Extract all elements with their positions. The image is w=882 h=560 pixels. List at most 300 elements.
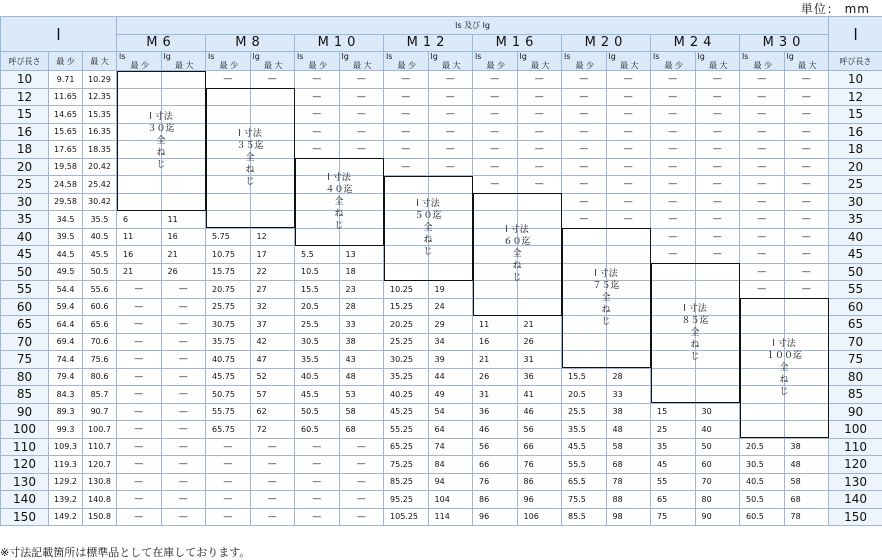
ls-cell: 21: [117, 263, 162, 281]
ls-cell: —: [117, 298, 162, 316]
max-cell: 35.5: [83, 211, 117, 229]
min-cell: 24.58: [49, 176, 83, 194]
ls-cell: 30.25: [384, 351, 429, 369]
lg-cell: 66: [517, 438, 562, 456]
lg-cell: —: [784, 123, 829, 141]
ls-cell: 35.25: [384, 368, 429, 386]
ls-cell: —: [562, 141, 607, 159]
ls-cell: 50.5: [740, 491, 785, 509]
lg-cell: —: [161, 421, 206, 439]
ls-cell: 11: [473, 316, 518, 334]
lg-cell: —: [784, 88, 829, 106]
ls-cell: [384, 263, 429, 281]
ls-cell: 65.5: [562, 473, 607, 491]
lg-cell: 33: [606, 386, 651, 404]
nominal-length-cell: 30: [1, 193, 49, 211]
lg-cell: 52: [250, 368, 295, 386]
lg-cell: [517, 298, 562, 316]
ls-cell: 20.5: [740, 438, 785, 456]
min-cell: 17.65: [49, 141, 83, 159]
lg-cell: 57: [250, 386, 295, 404]
full-thread-label: l 寸法 ３０迄 全 ね じ: [147, 111, 175, 170]
lg-max-header: lg 最 大: [339, 52, 384, 71]
nominal-length-cell: 85: [1, 386, 49, 404]
ls-cell: —: [206, 508, 251, 526]
lg-cell: —: [339, 456, 384, 474]
lg-cell: —: [339, 71, 384, 89]
lg-cell: —: [161, 298, 206, 316]
lg-cell: [428, 176, 473, 194]
nominal-length-cell: 150: [1, 508, 49, 526]
lg-cell: —: [339, 88, 384, 106]
lg-cell: [161, 88, 206, 106]
lg-cell: —: [339, 141, 384, 159]
lg-cell: 114: [428, 508, 473, 526]
ls-cell: —: [651, 211, 696, 229]
lg-cell: 64: [428, 421, 473, 439]
nominal-length-cell: 40: [1, 228, 49, 246]
max-cell: 110.7: [83, 438, 117, 456]
lg-cell: —: [161, 368, 206, 386]
size-header-m12: M12: [384, 34, 473, 52]
ls-cell: 36: [473, 403, 518, 421]
ls-cell: 5.5: [295, 246, 340, 264]
lg-cell: 70: [695, 473, 740, 491]
ls-cell: —: [562, 71, 607, 89]
lg-cell: 48: [784, 456, 829, 474]
lg-cell: 49: [428, 386, 473, 404]
lg-cell: 47: [250, 351, 295, 369]
lg-cell: 18: [339, 263, 384, 281]
lg-cell: 78: [784, 508, 829, 526]
lg-cell: 11: [161, 211, 206, 229]
lg-cell: 39: [428, 351, 473, 369]
max-cell: 50.5: [83, 263, 117, 281]
ls-cell: 86: [473, 491, 518, 509]
ls-cell: —: [740, 123, 785, 141]
ls-cell: —: [651, 88, 696, 106]
ls-cell: —: [651, 246, 696, 264]
ls-cell: 75.5: [562, 491, 607, 509]
lg-cell: 21: [161, 246, 206, 264]
ls-cell: 45.5: [562, 438, 607, 456]
ls-cell: [384, 176, 429, 194]
min-cell: 149.2: [49, 508, 83, 526]
ls-cell: 25.5: [562, 403, 607, 421]
nominal-length-cell: 45: [1, 246, 49, 264]
min-cell: 89.3: [49, 403, 83, 421]
lg-cell: —: [606, 106, 651, 124]
min-cell: 34.5: [49, 211, 83, 229]
lg-cell: 17: [250, 246, 295, 264]
ls-cell: 10.75: [206, 246, 251, 264]
ls-cell: —: [117, 333, 162, 351]
min-cell: 69.4: [49, 333, 83, 351]
ls-cell: —: [473, 88, 518, 106]
max-header: 最 大: [83, 52, 117, 71]
ls-cell: [117, 193, 162, 211]
lg-cell: —: [784, 228, 829, 246]
lg-cell: 90: [695, 508, 740, 526]
lg-cell: —: [161, 386, 206, 404]
lg-cell: —: [695, 141, 740, 159]
lg-cell: [161, 193, 206, 211]
nominal-length-cell: 50: [1, 263, 49, 281]
ls-cell: 40.5: [295, 368, 340, 386]
max-cell: 70.6: [83, 333, 117, 351]
nominal-length-cell: 90: [829, 403, 882, 421]
min-header: 最 少: [49, 52, 83, 71]
ls-cell: —: [562, 123, 607, 141]
lg-cell: —: [695, 71, 740, 89]
full-thread-label: l 寸法 ４０迄 全 ね じ: [325, 172, 353, 231]
lg-cell: [250, 106, 295, 124]
lg-cell: 76: [517, 456, 562, 474]
lg-cell: —: [695, 193, 740, 211]
nominal-length-cell: 100: [1, 421, 49, 439]
max-cell: 65.6: [83, 316, 117, 334]
ls-cell: —: [562, 106, 607, 124]
nominal-length-cell: 12: [829, 88, 882, 106]
lg-max-header: lg 最 大: [784, 52, 829, 71]
ls-cell: —: [473, 141, 518, 159]
nominal-length-cell: 65: [1, 316, 49, 334]
ls-cell: —: [384, 158, 429, 176]
lg-cell: 72: [250, 421, 295, 439]
size-header-m8: M8: [206, 34, 295, 52]
ls-cell: 105.25: [384, 508, 429, 526]
lg-cell: —: [784, 193, 829, 211]
nominal-length-cell: 70: [829, 333, 882, 351]
max-cell: 90.7: [83, 403, 117, 421]
nominal-length-cell: 110: [829, 438, 882, 456]
ls-cell: 26: [473, 368, 518, 386]
nominal-length-cell: 65: [829, 316, 882, 334]
lg-cell: —: [606, 211, 651, 229]
ls-cell: —: [473, 123, 518, 141]
lg-cell: 98: [606, 508, 651, 526]
ls-cell: —: [117, 508, 162, 526]
ls-cell: [740, 403, 785, 421]
max-cell: 25.42: [83, 176, 117, 194]
ls-cell: —: [562, 88, 607, 106]
ls-cell: —: [740, 263, 785, 281]
ls-cell: —: [740, 176, 785, 194]
ls-cell: [740, 298, 785, 316]
lg-cell: —: [161, 473, 206, 491]
max-cell: 16.35: [83, 123, 117, 141]
ls-cell: 85.5: [562, 508, 607, 526]
lg-cell: —: [428, 123, 473, 141]
ls-cell: [562, 333, 607, 351]
size-header-m6: M6: [117, 34, 206, 52]
ls-cell: 11: [117, 228, 162, 246]
lg-cell: 96: [517, 491, 562, 509]
ls-cell: 76: [473, 473, 518, 491]
lg-cell: —: [517, 141, 562, 159]
ls-cell: 75: [651, 508, 696, 526]
ls-cell: 25: [651, 421, 696, 439]
ls-cell: —: [384, 123, 429, 141]
lg-cell: 26: [517, 333, 562, 351]
lg-cell: 26: [161, 263, 206, 281]
lg-cell: —: [606, 123, 651, 141]
nominal-length-cell: 16: [829, 123, 882, 141]
lg-cell: 78: [606, 473, 651, 491]
lg-cell: 21: [517, 316, 562, 334]
lg-cell: [784, 316, 829, 334]
max-cell: 12.35: [83, 88, 117, 106]
max-cell: 18.35: [83, 141, 117, 159]
lg-cell: —: [695, 123, 740, 141]
ls-cell: 45.75: [206, 368, 251, 386]
table-row: [1, 403, 882, 421]
l-header-left: l: [1, 17, 117, 52]
nominal-length-cell: 18: [1, 141, 49, 159]
min-cell: 119.3: [49, 456, 83, 474]
l-header-right: l: [829, 17, 882, 52]
lg-cell: —: [517, 106, 562, 124]
nominal-length-cell: 30: [829, 193, 882, 211]
lg-cell: 38: [606, 403, 651, 421]
lg-cell: —: [250, 508, 295, 526]
ls-cell: —: [295, 106, 340, 124]
lg-cell: 106: [517, 508, 562, 526]
ls-cell: —: [295, 88, 340, 106]
lg-max-header: lg 最 大: [695, 52, 740, 71]
ls-cell: 25.5: [295, 316, 340, 334]
lg-cell: 60: [695, 456, 740, 474]
ls-cell: 35: [651, 438, 696, 456]
ls-cell: [473, 193, 518, 211]
nominal-length-cell: 80: [829, 368, 882, 386]
min-cell: 19.58: [49, 158, 83, 176]
lg-cell: 48: [606, 421, 651, 439]
full-thread-label: l 寸法 １００迄 全 ね じ: [766, 339, 803, 397]
lg-cell: —: [339, 491, 384, 509]
ls-cell: 10.25: [384, 281, 429, 299]
ls-cell: —: [740, 71, 785, 89]
lg-cell: —: [161, 281, 206, 299]
ls-cell: —: [117, 351, 162, 369]
lg-cell: 22: [250, 263, 295, 281]
lg-cell: 88: [606, 491, 651, 509]
nominal-length-cell: 130: [1, 473, 49, 491]
full-thread-label: l 寸法 ６０迄 全 ね じ: [503, 225, 531, 284]
ls-cell: —: [295, 123, 340, 141]
ls-cell: —: [117, 421, 162, 439]
ls-cell: [651, 281, 696, 299]
lg-cell: —: [161, 456, 206, 474]
ls-cell: [651, 368, 696, 386]
ls-cell: 55.25: [384, 421, 429, 439]
ls-cell: 20.75: [206, 281, 251, 299]
ls-cell: —: [473, 106, 518, 124]
lg-cell: —: [695, 246, 740, 264]
lg-cell: 58: [339, 403, 384, 421]
ls-cell: 65: [651, 491, 696, 509]
max-cell: 60.6: [83, 298, 117, 316]
ls-cell: —: [206, 491, 251, 509]
lg-cell: [695, 368, 740, 386]
ls-cell: 66: [473, 456, 518, 474]
min-cell: 129.2: [49, 473, 83, 491]
lg-cell: —: [161, 508, 206, 526]
nominal-length-cell: 60: [829, 298, 882, 316]
min-cell: 139.2: [49, 491, 83, 509]
min-cell: 39.5: [49, 228, 83, 246]
lg-cell: —: [250, 438, 295, 456]
ls-cell: —: [384, 88, 429, 106]
lg-cell: [784, 298, 829, 316]
ls-cell: [562, 246, 607, 264]
lg-cell: 36: [517, 368, 562, 386]
ls-cell: [206, 106, 251, 124]
lg-cell: —: [784, 246, 829, 264]
lg-cell: —: [606, 158, 651, 176]
ls-cell: [117, 71, 162, 89]
max-cell: 120.7: [83, 456, 117, 474]
min-cell: 64.4: [49, 316, 83, 334]
lg-cell: 28: [339, 298, 384, 316]
lg-max-header: lg 最 大: [250, 52, 295, 71]
ls-cell: 60.5: [295, 421, 340, 439]
ls-cell: [651, 386, 696, 404]
ls-cell: —: [740, 246, 785, 264]
lg-cell: —: [161, 403, 206, 421]
ls-cell: 30.5: [295, 333, 340, 351]
lg-cell: —: [606, 176, 651, 194]
ls-min-header: ls 最 少: [740, 52, 785, 71]
nominal-length-cell: 55: [1, 281, 49, 299]
lg-cell: —: [517, 123, 562, 141]
ls-cell: 16: [473, 333, 518, 351]
ls-cell: —: [295, 456, 340, 474]
max-cell: 150.8: [83, 508, 117, 526]
ls-cell: —: [117, 438, 162, 456]
max-cell: 10.29: [83, 71, 117, 89]
ls-cell: —: [740, 228, 785, 246]
ls-cell: —: [740, 158, 785, 176]
ls-cell: [651, 263, 696, 281]
ls-cell: 15.5: [295, 281, 340, 299]
nominal-length-cell: 120: [829, 456, 882, 474]
lg-cell: —: [161, 316, 206, 334]
lg-cell: —: [784, 71, 829, 89]
lg-cell: —: [695, 158, 740, 176]
nominal-length-cell: 90: [1, 403, 49, 421]
lg-cell: —: [250, 456, 295, 474]
lg-cell: —: [339, 438, 384, 456]
size-header-m16: M16: [473, 34, 562, 52]
ls-cell: —: [206, 438, 251, 456]
lg-cell: [250, 193, 295, 211]
ls-cell: —: [295, 508, 340, 526]
ls-cell: 21: [473, 351, 518, 369]
max-cell: 30.42: [83, 193, 117, 211]
full-thread-label: l 寸法 ５０迄 全 ね じ: [414, 199, 442, 257]
ls-cell: 15: [651, 403, 696, 421]
lg-cell: 28: [606, 368, 651, 386]
ls-cell: —: [384, 71, 429, 89]
table-row: [1, 421, 882, 439]
ls-cell: —: [206, 456, 251, 474]
lg-cell: —: [161, 491, 206, 509]
lg-cell: —: [695, 211, 740, 229]
ls-cell: —: [117, 473, 162, 491]
ls-cell: —: [117, 456, 162, 474]
nominal-length-cell: 10: [1, 71, 49, 89]
ls-cell: 16: [117, 246, 162, 264]
lg-cell: [695, 386, 740, 404]
table-row: [1, 438, 882, 456]
nominal-length-cell: 16: [1, 123, 49, 141]
nominal-length-cell: 55: [829, 281, 882, 299]
ls-cell: —: [651, 193, 696, 211]
lg-cell: 84: [428, 456, 473, 474]
ls-cell: —: [206, 71, 251, 89]
nominal-length-cell: 35: [829, 211, 882, 229]
lg-cell: 29: [428, 316, 473, 334]
ls-cell: 35.5: [562, 421, 607, 439]
min-cell: 11.65: [49, 88, 83, 106]
ls-cell: —: [295, 141, 340, 159]
lg-cell: 13: [339, 246, 384, 264]
ls-cell: —: [562, 193, 607, 211]
ls-cell: —: [117, 368, 162, 386]
ls-cell: [740, 316, 785, 334]
lg-cell: —: [695, 228, 740, 246]
ls-cell: —: [473, 158, 518, 176]
nominal-length-cell: 85: [829, 386, 882, 404]
max-cell: 15.35: [83, 106, 117, 124]
min-cell: 54.4: [49, 281, 83, 299]
lg-cell: 41: [517, 386, 562, 404]
lg-cell: 62: [250, 403, 295, 421]
lg-cell: —: [695, 88, 740, 106]
nominal-length-cell: 80: [1, 368, 49, 386]
ls-cell: [473, 298, 518, 316]
lg-cell: —: [784, 158, 829, 176]
ls-cell: 40.25: [384, 386, 429, 404]
lg-cell: 50: [695, 438, 740, 456]
max-cell: 140.8: [83, 491, 117, 509]
ls-cell: —: [740, 211, 785, 229]
lg-cell: —: [339, 508, 384, 526]
nominal-length-cell: 25: [1, 176, 49, 194]
lg-cell: —: [339, 123, 384, 141]
ls-cell: —: [295, 71, 340, 89]
ls-cell: —: [651, 176, 696, 194]
min-cell: 14.65: [49, 106, 83, 124]
lg-max-header: lg 最 大: [517, 52, 562, 71]
lg-cell: 23: [339, 281, 384, 299]
ls-cell: —: [651, 71, 696, 89]
min-cell: 44.5: [49, 246, 83, 264]
lg-cell: 38: [339, 333, 384, 351]
nominal-length-header-right: 呼び長さ: [829, 52, 882, 71]
bolt-length-table: [0, 16, 882, 526]
lg-cell: —: [517, 88, 562, 106]
ls-cell: —: [651, 228, 696, 246]
lg-cell: —: [784, 106, 829, 124]
ls-cell: —: [740, 281, 785, 299]
nominal-length-cell: 140: [829, 491, 882, 509]
ls-cell: —: [473, 176, 518, 194]
lg-cell: 27: [250, 281, 295, 299]
nominal-length-cell: 20: [1, 158, 49, 176]
nominal-length-cell: 18: [829, 141, 882, 159]
